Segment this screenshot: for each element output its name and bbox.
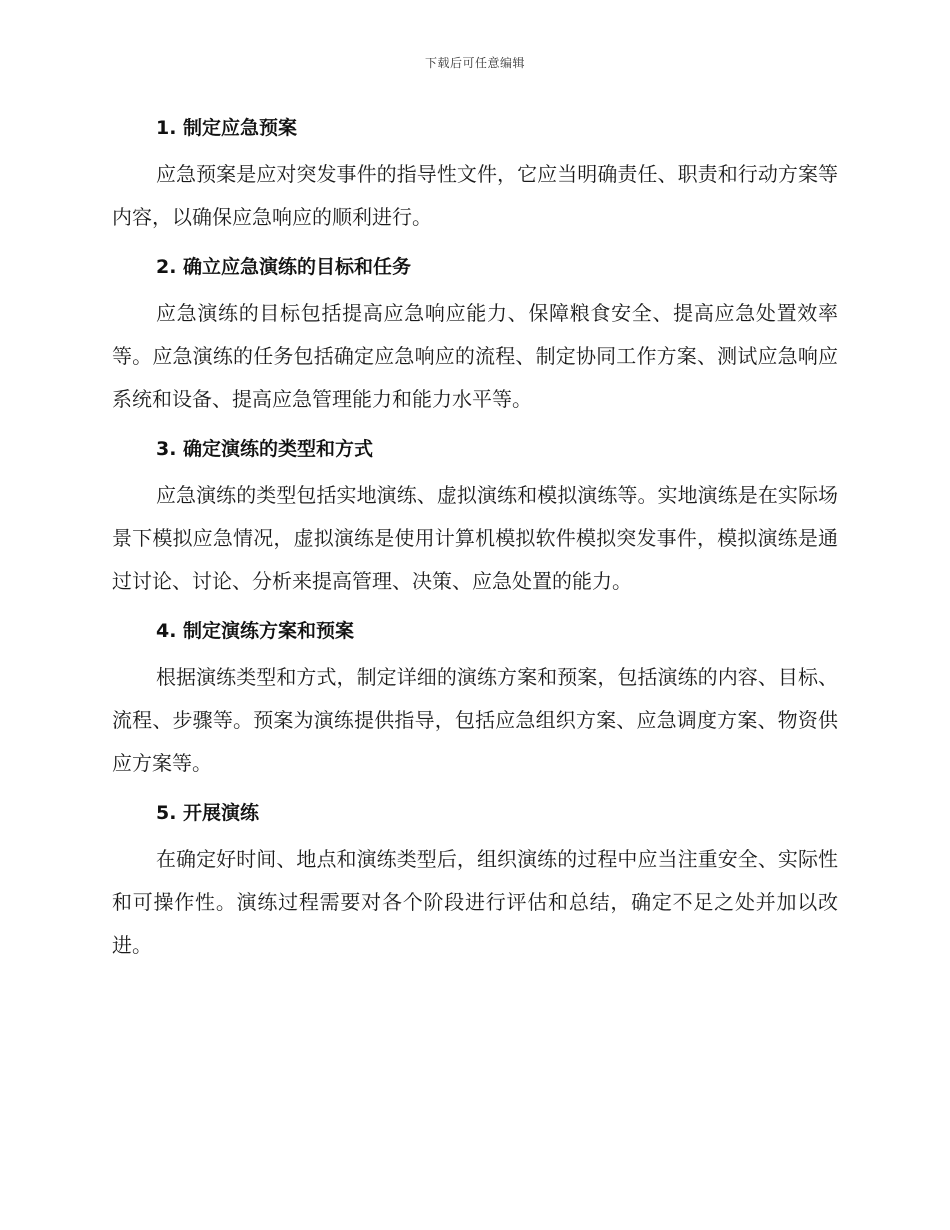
document-body [112, 108, 838, 975]
section-4 [112, 611, 838, 785]
section-paragraph: 在确定好时间、地点和演练类型后，组织演练的过程中应当注重安全、实际性和可操作性。演练过程需要对各个阶段进行评估和总结，确定不足之处并加以改进。 [112, 847, 838, 957]
section-1 [112, 108, 838, 239]
header-note: 下载后可任意编辑 [424, 56, 525, 70]
section-heading: 2. 确立应急演练的目标和任务 [156, 256, 412, 278]
section-heading: 5. 开展演练 [156, 802, 260, 824]
section-heading: 1. 制定应急预案 [156, 117, 298, 139]
section-3 [112, 429, 838, 603]
section-paragraph: 应急演练的类型包括实地演练、虚拟演练和模拟演练等。实地演练是在实际场景下模拟应急情况，虚拟演练是使用计算机模拟软件模拟突发事件，模拟演练是通过讨论、讨论、分析来提高管理、决策、应急处置的能力。 [112, 483, 838, 593]
section-heading: 3. 确定演练的类型和方式 [156, 438, 374, 460]
section-5 [112, 793, 838, 967]
section-2 [112, 247, 838, 421]
section-paragraph: 应急演练的目标包括提高应急响应能力、保障粮食安全、提高应急处置效率等。应急演练的任务包括确定应急响应的流程、制定协同工作方案、测试应急响应系统和设备、提高应急管理能力和能力水平等。 [112, 301, 838, 411]
section-heading: 4. 制定演练方案和预案 [156, 620, 355, 642]
section-paragraph: 根据演练类型和方式，制定详细的演练方案和预案，包括演练的内容、目标、流程、步骤等。预案为演练提供指导，包括应急组织方案、应急调度方案、物资供应方案等。 [112, 665, 838, 775]
section-paragraph: 应急预案是应对突发事件的指导性文件，它应当明确责任、职责和行动方案等内容，以确保应急响应的顺利进行。 [112, 162, 838, 229]
